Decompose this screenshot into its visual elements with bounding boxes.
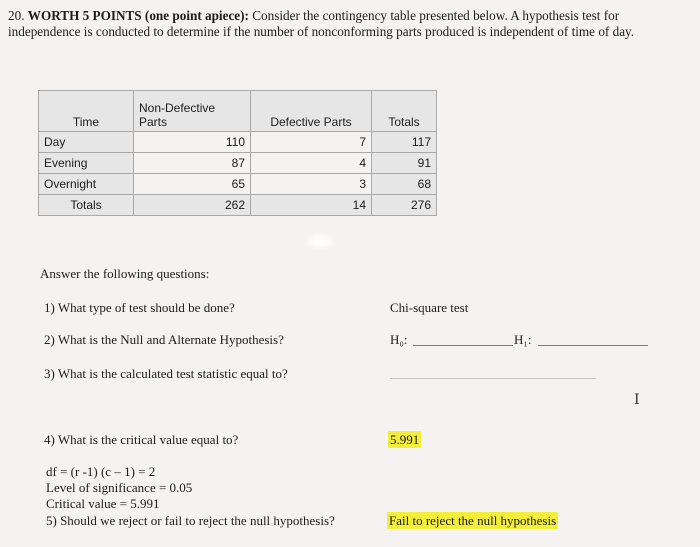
row-label: Evening <box>39 153 134 174</box>
header-totals: Totals <box>372 91 437 132</box>
row-label: Overnight <box>39 174 134 195</box>
work-df: df = (r -1) (c – 1) = 2 <box>46 464 156 479</box>
totals-nondef: 262 <box>134 195 251 216</box>
question-points: WORTH 5 POINTS (one point apiece): <box>27 8 249 23</box>
table-row <box>39 132 437 153</box>
header-non-defective-line1: Non-Defective <box>139 101 216 115</box>
question-header <box>8 8 688 40</box>
answer-4-highlight: 5.991 <box>390 432 420 447</box>
table-row <box>39 174 437 195</box>
answer-3-line <box>390 378 596 379</box>
question-1: 1) What type of test should be done? <box>44 300 235 315</box>
question-text: Consider the contingency table presented below. A hypothesis test for independence is conducted to determine if the number of nonconforming parts produced is independent of time of day. <box>8 8 635 39</box>
h0-answer-line <box>413 345 513 346</box>
table-header-row <box>39 91 437 132</box>
question-4: 4) What is the critical value equal to? <box>44 432 239 447</box>
totals-def: 14 <box>251 195 372 216</box>
cell-def: 3 <box>251 174 372 195</box>
cell-total: 91 <box>372 153 437 174</box>
header-defective: Defective Parts <box>251 91 372 132</box>
cell-total: 117 <box>372 132 437 153</box>
cell-nondef: 87 <box>134 153 251 174</box>
text-cursor-icon: I <box>634 392 640 408</box>
answer-4 <box>388 432 421 448</box>
cell-nondef: 110 <box>134 132 251 153</box>
answers-intro: Answer the following questions: <box>40 266 210 281</box>
totals-grand: 276 <box>372 195 437 216</box>
cell-nondef: 65 <box>134 174 251 195</box>
h0-label: H₀: <box>390 332 408 347</box>
question-2: 2) What is the Null and Alternate Hypothesis? <box>44 332 284 347</box>
header-non-defective <box>134 91 251 132</box>
table-row <box>39 153 437 174</box>
question-number: 20. <box>8 8 25 23</box>
cell-def: 7 <box>251 132 372 153</box>
h1-answer-line <box>538 345 648 346</box>
table-totals-row <box>39 195 437 216</box>
header-non-defective-line2: Parts <box>139 115 168 129</box>
answer-5 <box>387 513 558 529</box>
h1-label: H₁: <box>514 332 532 347</box>
question-3: 3) What is the calculated test statistic equal to? <box>44 366 288 381</box>
answer-5-highlight: Fail to reject the null hypothesis <box>389 513 557 528</box>
screen-glare <box>305 232 335 250</box>
work-critical: Critical value = 5.991 <box>46 496 160 511</box>
work-significance: Level of significance = 0.05 <box>46 480 193 495</box>
cell-def: 4 <box>251 153 372 174</box>
cell-total: 68 <box>372 174 437 195</box>
row-label: Day <box>39 132 134 153</box>
question-5: 5) Should we reject or fail to reject the null hypothesis? <box>46 513 335 528</box>
contingency-table <box>38 90 437 216</box>
totals-label: Totals <box>39 195 134 216</box>
answer-1: Chi-square test <box>390 300 469 315</box>
header-time: Time <box>39 91 134 132</box>
